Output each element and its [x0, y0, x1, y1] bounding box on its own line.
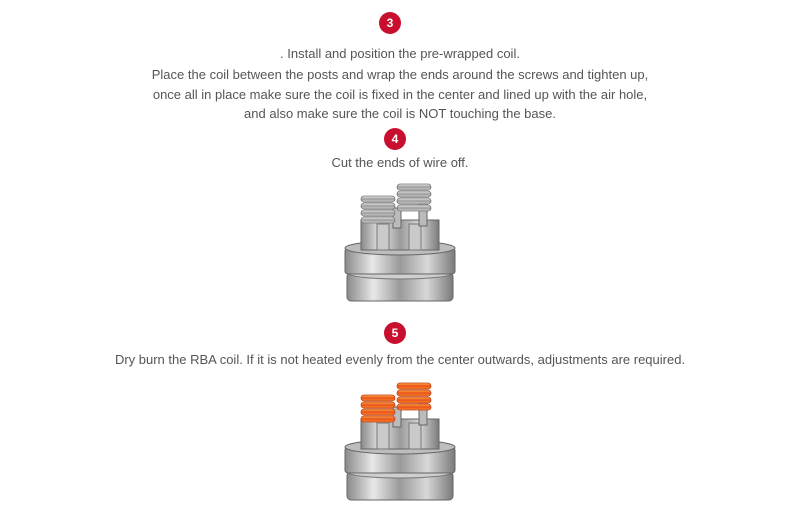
step-3-text-line-1: . Install and position the pre-wrapped coil. [280, 46, 520, 61]
step-4-badge: 4 [384, 128, 406, 150]
step-4-text: Cut the ends of wire off. [331, 155, 469, 170]
step-3-text-line-3: once all in place make sure the coil is fixed in the center and lined up with the air hole, [152, 87, 648, 102]
step-3-text-line-4: and also make sure the coil is NOT touching the base. [244, 106, 556, 121]
step-3-text-line-2: Place the coil between the posts and wrap the ends around the screws and tighten up, [151, 67, 649, 82]
step-5-text: Dry burn the RBA coil. If it is not heated evenly from the center outwards, adjustments are required. [114, 352, 686, 367]
rba-deck-coil-icon [325, 178, 475, 308]
step-5-badge: 5 [384, 322, 406, 344]
step-3-badge: 3 [379, 12, 401, 34]
rba-deck-glowing-coil-icon [325, 377, 475, 507]
